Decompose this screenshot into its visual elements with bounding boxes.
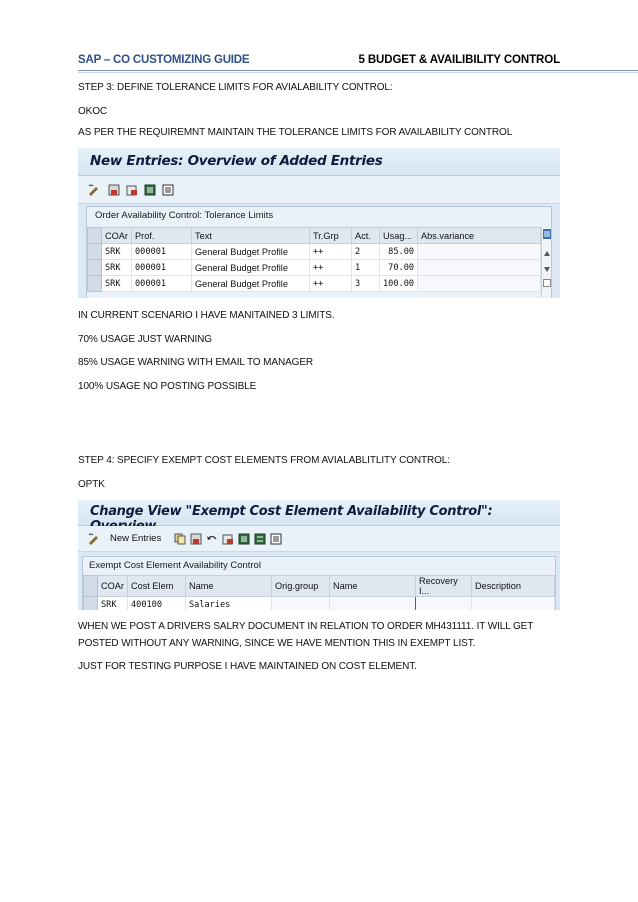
scenario-line-2: 85% USAGE WARNING WITH EMAIL TO MANAGER bbox=[78, 357, 314, 368]
tolerance-limits-table bbox=[87, 227, 541, 292]
scroll-up-icon[interactable] bbox=[544, 251, 550, 256]
cell[interactable]: SRK bbox=[102, 276, 132, 292]
cell[interactable]: 2 bbox=[352, 244, 380, 260]
application-toolbar bbox=[78, 526, 560, 552]
cell[interactable]: 400100 bbox=[127, 597, 185, 611]
cell[interactable]: General Budget Profile bbox=[192, 260, 310, 276]
table-header-row bbox=[88, 228, 541, 244]
display-change-icon[interactable] bbox=[88, 533, 100, 545]
panel-title: Order Availability Control: Tolerance Limits bbox=[95, 210, 274, 221]
new-entries-button[interactable]: New Entries bbox=[110, 533, 162, 544]
scroll-down-icon[interactable] bbox=[544, 267, 550, 272]
step4-tcode: OPTK bbox=[78, 479, 105, 490]
exempt-cost-element-panel bbox=[82, 556, 556, 610]
save-icon[interactable] bbox=[190, 533, 202, 545]
cell[interactable] bbox=[418, 276, 541, 292]
screen-title-bar bbox=[78, 148, 560, 176]
application-toolbar bbox=[78, 176, 560, 204]
row-selector[interactable] bbox=[88, 276, 102, 292]
cell[interactable] bbox=[415, 597, 471, 611]
col-header[interactable]: Orig.group bbox=[271, 576, 329, 597]
table-row[interactable] bbox=[88, 260, 541, 276]
guide-title: SAP – CO CUSTOMIZING GUIDE bbox=[78, 54, 250, 66]
exempt-cost-elements-table bbox=[83, 575, 555, 610]
cell[interactable]: General Budget Profile bbox=[192, 276, 310, 292]
col-header[interactable]: Abs.variance bbox=[418, 228, 541, 244]
row-selector[interactable] bbox=[88, 260, 102, 276]
cell[interactable] bbox=[418, 244, 541, 260]
cell[interactable]: Salaries bbox=[185, 597, 271, 611]
closing-line-2: POSTED WITHOUT ANY WARNING, SINCE WE HAVE MENTION THIS IN EXEMPT LIST. bbox=[78, 638, 476, 649]
cell[interactable]: ++ bbox=[310, 244, 352, 260]
cell[interactable]: SRK bbox=[102, 244, 132, 260]
col-header[interactable]: Name bbox=[329, 576, 415, 597]
row-selector[interactable] bbox=[88, 244, 102, 260]
col-header[interactable]: Name bbox=[185, 576, 271, 597]
cell[interactable] bbox=[271, 597, 329, 611]
cell[interactable]: 85.00 bbox=[380, 244, 418, 260]
select-all-rows-cell[interactable] bbox=[84, 576, 98, 597]
delete-icon[interactable] bbox=[126, 184, 138, 196]
table-row[interactable] bbox=[88, 244, 541, 260]
col-header[interactable]: Cost Elem bbox=[127, 576, 185, 597]
step4-title: STEP 4: SPECIFY EXEMPT COST ELEMENTS FROM AVIALABLITLITY CONTROL: bbox=[78, 455, 450, 466]
cell[interactable]: ++ bbox=[310, 276, 352, 292]
col-header[interactable]: Prof. bbox=[132, 228, 192, 244]
cell[interactable]: 000001 bbox=[132, 276, 192, 292]
col-header[interactable]: Tr.Grp bbox=[310, 228, 352, 244]
save-icon[interactable] bbox=[108, 184, 120, 196]
col-header[interactable]: COAr bbox=[102, 228, 132, 244]
tolerance-limits-panel bbox=[86, 206, 552, 298]
scenario-intro: IN CURRENT SCENARIO I HAVE MANITAINED 3 LIMITS. bbox=[78, 310, 335, 321]
deselect-all-icon[interactable] bbox=[162, 184, 174, 196]
cell[interactable]: 000001 bbox=[132, 260, 192, 276]
delete-icon[interactable] bbox=[222, 533, 234, 545]
table-row[interactable] bbox=[88, 276, 541, 292]
display-change-icon[interactable] bbox=[88, 184, 100, 196]
cell[interactable] bbox=[418, 260, 541, 276]
col-header[interactable]: Description bbox=[471, 576, 554, 597]
table-header-row bbox=[84, 576, 555, 597]
select-all-icon[interactable] bbox=[144, 184, 156, 196]
deselect-all-icon[interactable] bbox=[270, 533, 282, 545]
cell[interactable]: 70.00 bbox=[380, 260, 418, 276]
sap-screen-exempt-cost-elements bbox=[78, 500, 560, 610]
select-block-icon[interactable] bbox=[254, 533, 266, 545]
closing-line-3: JUST FOR TESTING PURPOSE I HAVE MAINTAINED ON COST ELEMENT. bbox=[78, 661, 417, 672]
col-header[interactable]: Text bbox=[192, 228, 310, 244]
cell[interactable]: ++ bbox=[310, 260, 352, 276]
cell[interactable]: General Budget Profile bbox=[192, 244, 310, 260]
chapter-title: 5 BUDGET & AVAILIBILITY CONTROL bbox=[358, 54, 560, 66]
cell[interactable]: 3 bbox=[352, 276, 380, 292]
cell[interactable]: 100.00 bbox=[380, 276, 418, 292]
cell[interactable]: 1 bbox=[352, 260, 380, 276]
header-divider-light bbox=[78, 72, 638, 73]
row-selector[interactable] bbox=[84, 597, 98, 611]
col-header[interactable]: Act. bbox=[352, 228, 380, 244]
table-row[interactable] bbox=[84, 597, 555, 611]
name-input-cell[interactable] bbox=[329, 597, 415, 611]
step3-tcode: OKOC bbox=[78, 106, 108, 117]
screen-title: New Entries: Overview of Added Entries bbox=[90, 153, 383, 169]
col-header[interactable]: Recovery I... bbox=[415, 576, 471, 597]
table-scrollbar[interactable] bbox=[541, 227, 551, 297]
screen-title-bar bbox=[78, 500, 560, 526]
cell[interactable] bbox=[471, 597, 554, 611]
step3-description: AS PER THE REQUIREMNT MAINTAIN THE TOLERANCE LIMITS FOR AVAILABILITY CONTROL bbox=[78, 127, 513, 138]
select-all-icon[interactable] bbox=[238, 533, 250, 545]
panel-title: Exempt Cost Element Availability Control bbox=[89, 560, 261, 571]
select-all-rows-cell[interactable] bbox=[88, 228, 102, 244]
screen-title: Change View "Exempt Cost Element Availability Control": bbox=[90, 504, 493, 519]
step3-title: STEP 3: DEFINE TOLERANCE LIMITS FOR AVIALABILITY CONTROL: bbox=[78, 82, 393, 93]
closing-line-1: WHEN WE POST A DRIVERS SALRY DOCUMENT IN RELATION TO ORDER MH431111. IT WILL GET bbox=[78, 621, 534, 632]
cell[interactable]: SRK bbox=[102, 260, 132, 276]
sap-screen-tolerance-limits bbox=[78, 148, 560, 298]
scroll-thumb[interactable] bbox=[543, 279, 551, 287]
column-settings-icon[interactable] bbox=[543, 229, 551, 239]
scenario-line-1: 70% USAGE JUST WARNING bbox=[78, 334, 212, 345]
cell[interactable]: 000001 bbox=[132, 244, 192, 260]
undo-icon[interactable] bbox=[206, 533, 218, 545]
scenario-line-3: 100% USAGE NO POSTING POSSIBLE bbox=[78, 381, 257, 392]
copy-icon[interactable] bbox=[174, 533, 186, 545]
header-divider bbox=[78, 70, 638, 71]
col-header[interactable]: Usag... bbox=[380, 228, 418, 244]
cell[interactable]: SRK bbox=[98, 597, 128, 611]
col-header[interactable]: COAr bbox=[98, 576, 128, 597]
